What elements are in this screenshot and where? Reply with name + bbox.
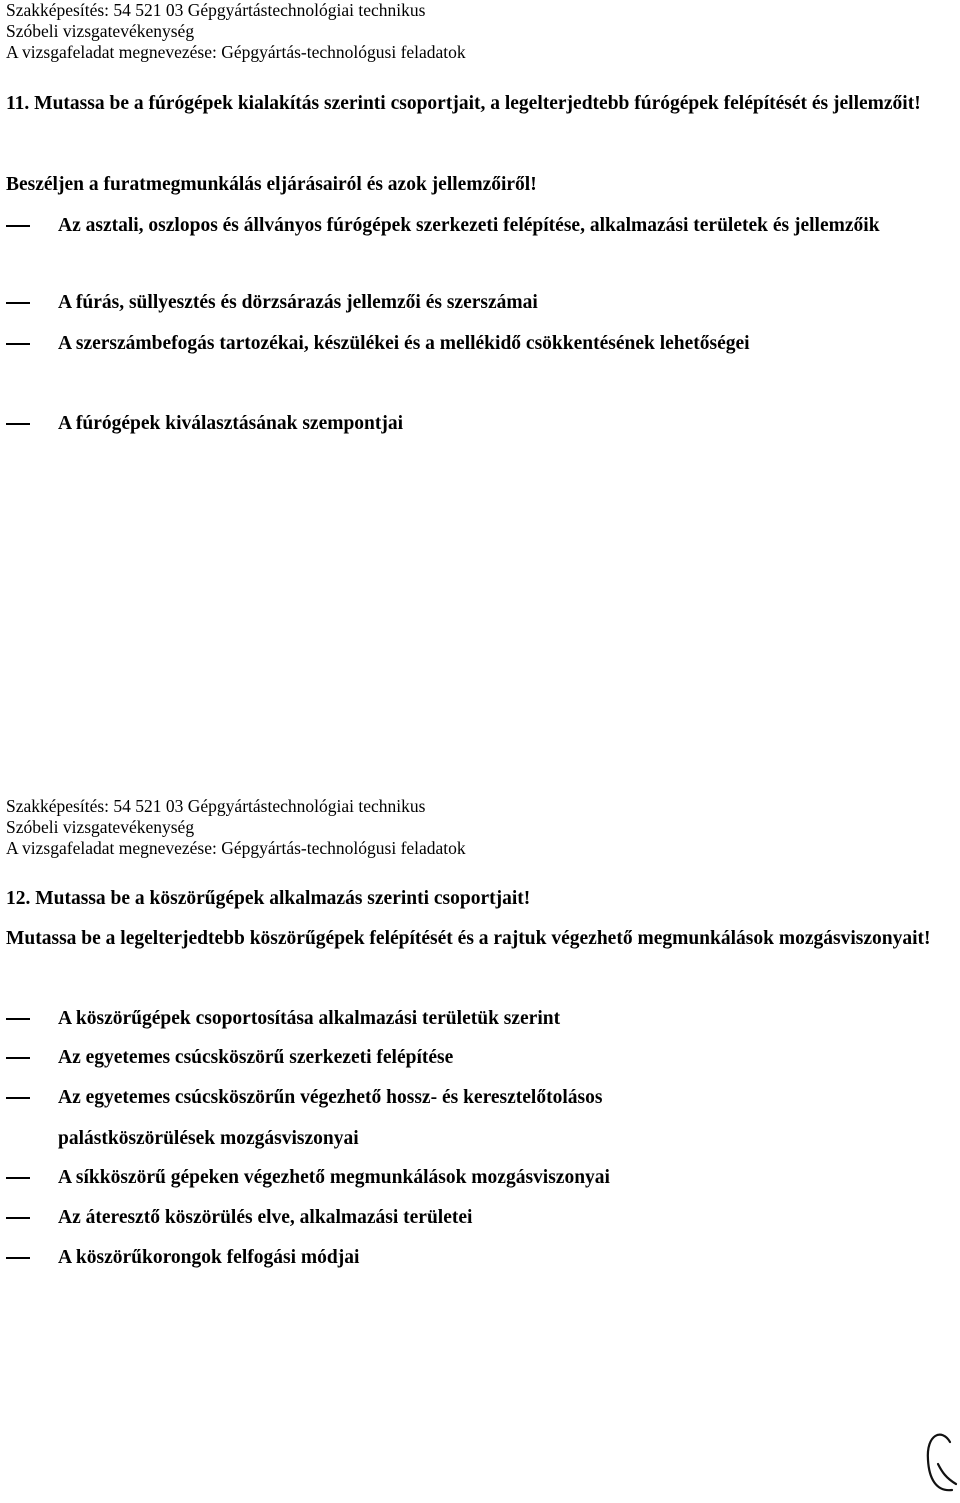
dash-bullet	[6, 302, 30, 304]
list-item: A szerszámbefogás tartozékai, készülékei és a mellékidő csökkentésének lehetőségei	[6, 323, 800, 364]
list-item: A fúrógépek kiválasztásának szempontjai	[6, 403, 920, 444]
header-qualification: Szakképesítés: 54 521 03 Gépgyártástechnológiai technikus	[6, 796, 426, 816]
question-11-sub: Beszéljen a furatmegmunkálás eljárásairól és azok jellemzőiről!	[6, 174, 537, 195]
header-qualification: Szakképesítés: 54 521 03 Gépgyártástechnológiai technikus	[6, 0, 426, 20]
dash-bullet	[6, 1217, 30, 1219]
header-task-name: A vizsgafeladat megnevezése: Gépgyártás-technológusi feladatok	[6, 838, 466, 858]
dash-bullet	[6, 423, 30, 425]
dash-bullet	[6, 1097, 30, 1099]
header-exam-activity: Szóbeli vizsgatevékenység	[6, 21, 195, 41]
dash-bullet	[6, 1057, 30, 1059]
page2-header	[6, 796, 952, 859]
dash-bullet	[6, 1177, 30, 1179]
handwritten-mark-icon	[916, 1420, 960, 1500]
header-task-name: A vizsgafeladat megnevezése: Gépgyártás-technológusi feladatok	[6, 42, 466, 62]
header-exam-activity: Szóbeli vizsgatevékenység	[6, 817, 195, 837]
dash-bullet	[6, 1018, 30, 1020]
page1-header	[6, 0, 952, 63]
question-12-sub: Mutassa be a legelterjedtebb köszörűgépek felépítését és a rajtuk végezhető megmunkálások mozgásviszonyait!	[6, 928, 931, 949]
list-item: A köszörűgépek csoportosítása alkalmazási területük szerint	[6, 998, 920, 1039]
list-item: Az áteresztő köszörülés elve, alkalmazási területei	[6, 1197, 920, 1238]
list-item: Az asztali, oszlopos és állványos fúrógépek szerkezeti felépítése, alkalmazási területek és jellemzőik	[6, 205, 920, 246]
dash-bullet	[6, 343, 30, 345]
question-11-title: 11. Mutassa be a fúrógépek kialakítás szerinti csoportjait, a legelterjedtebb fúrógépek felépítését és jellemzőit!	[6, 93, 921, 114]
question-12-title: 12. Mutassa be a köszörűgépek alkalmazás szerinti csoportjait!	[6, 888, 531, 909]
list-item: Az egyetemes csúcsköszörűn végezhető hossz- és keresztelőtolásos palástköszörülések mozgásviszonyai	[6, 1077, 710, 1159]
list-item: Az egyetemes csúcsköszörű szerkezeti felépítése	[6, 1037, 920, 1078]
list-item: A köszörűkorongok felfogási módjai	[6, 1237, 920, 1278]
dash-bullet	[6, 1257, 30, 1259]
dash-bullet	[6, 225, 30, 227]
list-item: A síkköszörű gépeken végezhető megmunkálások mozgásviszonyai	[6, 1157, 920, 1198]
list-item: A fúrás, süllyesztés és dörzsárazás jellemzői és szerszámai	[6, 282, 920, 323]
